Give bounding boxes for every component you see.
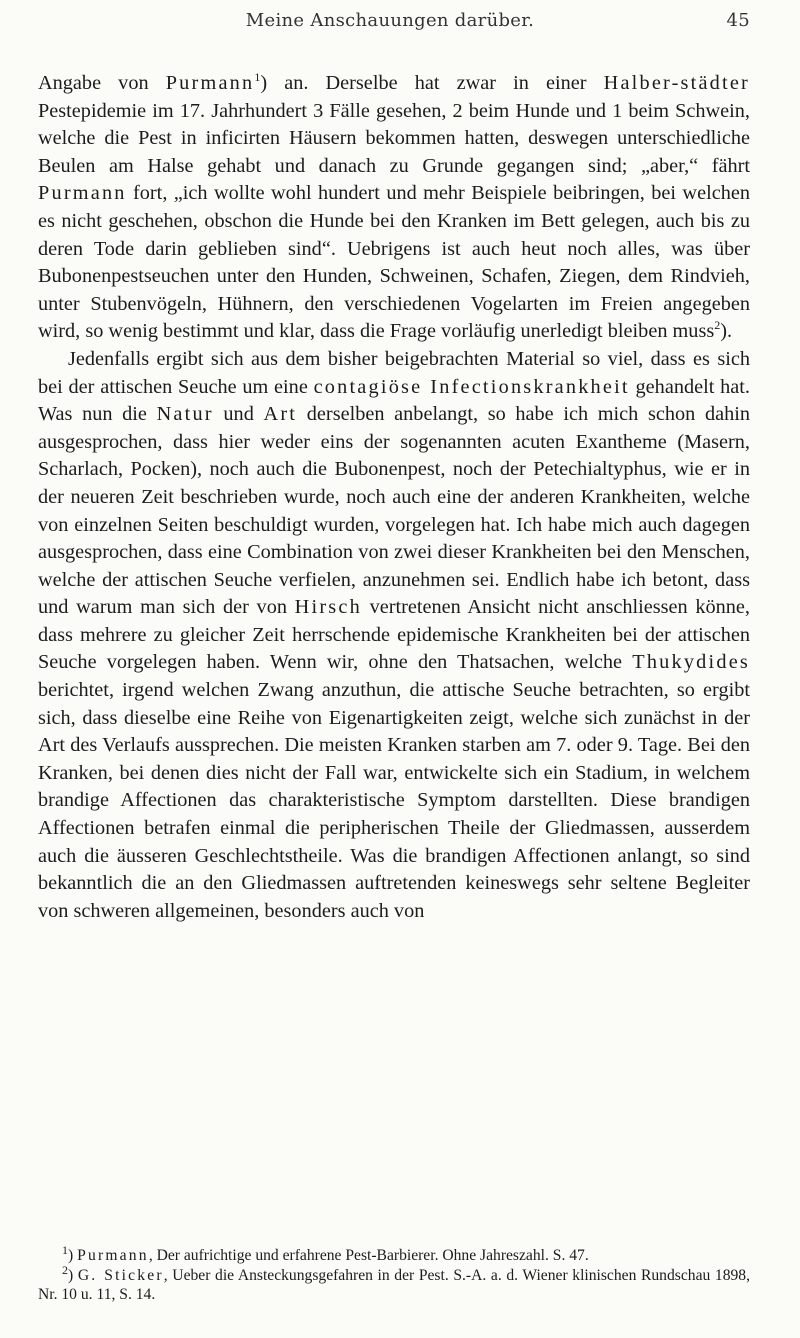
spaced-term-contagioese: contagiöse Infectionskrankheit (313, 375, 630, 398)
footnote-ref-2: 2 (714, 318, 721, 333)
spaced-term-halberstaedter: Halber-städter (603, 72, 750, 94)
main-text (38, 70, 750, 925)
author-name-thukydides: Thukydides (632, 651, 750, 674)
running-header (30, 10, 750, 40)
footnote-marker: 2 (62, 1262, 68, 1277)
footnote-author: G. Sticker (77, 1266, 164, 1284)
text-run: und (213, 403, 264, 426)
footnote-text: , Ueber die Ansteckungsgefahren in der Pest. S.-A. a. d. Wiener klinischen Rundschau 1898, Nr. 10 u. 11, S. 14. (38, 1266, 750, 1304)
page-number: 45 (726, 10, 750, 31)
author-name-hirsch: Hirsch (294, 596, 362, 619)
text-run: ) an. Derselbe hat zwar in einer (260, 72, 604, 94)
footnote-ref-1: 1 (254, 70, 261, 85)
text-run: Jedenfalls ergibt sich aus dem bisher beigebrachten Material so viel, dass es sich bei der attischen Seuche um eine (38, 347, 750, 398)
footnote-author: Purmann (77, 1247, 149, 1264)
text-run: vertretenen Ansicht nicht anschliessen könne, dass mehrere zu gleicher Zeit herrschende epidemische Krankheiten bei der attischen Seuche vorgelegen haben. Wenn wir, ohne den Thatsachen, welche (38, 596, 750, 674)
text-run: gehandelt hat. Was nun die (38, 375, 750, 426)
paragraph-1 (38, 70, 750, 346)
footnote-2: $^2$) G. Sticker, Ueber die Ansteckungsgefahren in der Pest. S.-A. a. d. Wiener klinischen Rundschau 1898, Nr. 10 u. 11, S. 14. (38, 1262, 750, 1304)
footnote-1: $^1$) Purmann, Der aufrichtige und erfahrene Pest-Barbierer. Ohne Jahreszahl. S. 47. (62, 1242, 589, 1264)
text-run: fort, „ich wollte wohl hundert und mehr Beispiele beibringen, bei welchen es nicht geschehen, obschon die Hunde bei den Kranken im Bett gelegen, auch bis zu deren Tode darin geblieben sind“. Uebrigens ist auch heut noch alles, was über Bubonenpestseuchen unter den Hunden, Schweinen, Schafen, Ziegen, dem Rindvieh, unter Stubenvögeln, Hühnern, den verschiedenen Vogelarten im Freien angegeben wird, so wenig bestimmt und klar, dass die Frage vorläufig unerledigt bleiben muss (38, 182, 750, 343)
spaced-term-natur: Natur (156, 403, 214, 426)
text-run: ). (720, 320, 733, 343)
running-title: Meine Anschauungen darüber. (245, 10, 535, 31)
text-run: derselben anbelangt, so habe ich mich schon dahin ausgesprochen, dass hier weder eins der sogenannten acuten Exantheme (Masern, Scharlach, Pocken), noch auch die Bubonenpest, noch der Petechialtyphus, wie er in der neueren Zeit beschrieben wurde, noch auch eine der anderen Krankheiten, welche von einzelnen Seiten beschuldigt wurden, vorgelegen hat. Ich habe mich auch dagegen ausgesprochen, dass eine Combination von zwei dieser Krankheiten bei den Menschen, welche der attischen Seuche verfielen, anzunehmen sei. Endlich habe ich betont, dass und warum man sich der von (38, 403, 751, 619)
footnote-text: , Der aufrichtige und erfahrene Pest-Barbierer. Ohne Jahreszahl. S. 47. (148, 1247, 589, 1264)
text-run: Angabe von (38, 72, 166, 94)
text-run: Pestepidemie im 17. Jahrhundert 3 Fälle gesehen, 2 beim Hunde und 1 beim Schwein, welche die Pest in inficirten Häusern bekommen hatten, deswegen unterschiedliche Beulen am Halse gehabt und danach zu Grunde gegangen sind; „aber,“ fährt (38, 99, 750, 177)
author-name-purmann: Purmann (38, 182, 127, 205)
spaced-term-art: Art (263, 403, 298, 426)
footnote-marker: 1 (62, 1242, 68, 1257)
paragraph-2 (38, 346, 750, 925)
author-name-purmann: Purmann (165, 72, 255, 94)
footnotes (38, 1242, 750, 1305)
text-run: berichtet, irgend welchen Zwang anzuthun, die attische Seuche betrachten, so ergibt sich, dass dieselbe eine Reihe von Eigenartigkeiten zeigt, welche sich zunächst in der Art des Verlaufs aussprechen. Die meisten Kranken starben am 7. oder 9. Tage. Bei den Kranken, bei denen dies nicht der Fall war, entwickelte sich ein Stadium, in welchem brandige Affectionen das charakteristische Symptom darstellten. Diese brandigen Affectionen betrafen einmal die peripherischen Theile der Gliedmassen, ausserdem auch die äusseren Geschlechtstheile. Was die brandigen Affectionen anlangt, so sind bekanntlich die an den Gliedmassen auftretenden keineswegs sehr seltene Begleiter von schweren allgemeinen, besonders auch von (38, 679, 750, 922)
